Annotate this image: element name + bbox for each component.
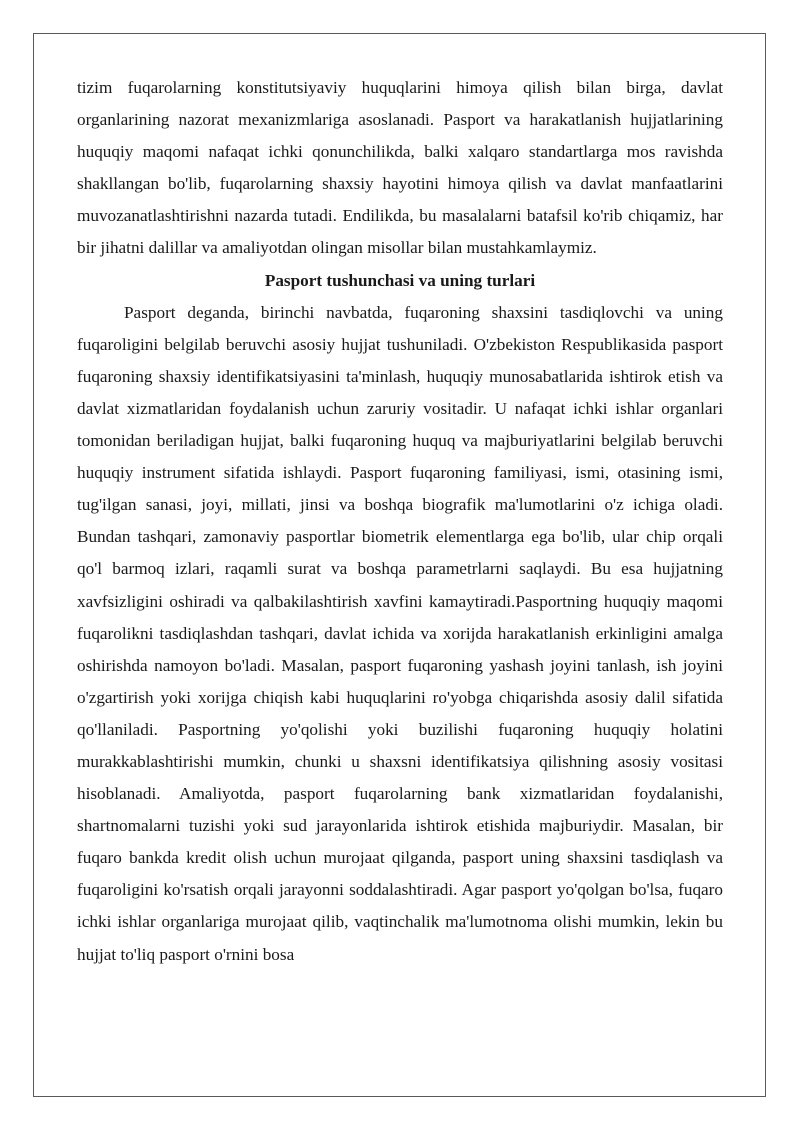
document-body bbox=[77, 72, 723, 971]
section-heading: Pasport tushunchasi va uning turlari bbox=[264, 270, 536, 290]
body-paragraph: tizim fuqarolarning konstitutsiyaviy huquqlarini himoya qilish bilan birga, davlat organlarining nazorat mexanizmlariga asoslanadi. Pasport va harakatlanish hujjatlarining huquqiy maqomi nafaqat ichki qonunchilikda, balki xalqaro standartlarga mos ravishda shakllangan bo'lib, fuqarolarning shaxsiy hayotini himoya qilish va davlat manfaatlarini muvozanatlashtirishni nazarda tutadi. Endilikda, bu masalalarni batafsil ko'rib chiqamiz, har bir jihatni dalillar va amaliyotdan olingan misollar bilan mustahkamlaymiz. bbox=[77, 78, 723, 258]
body-paragraph: Pasport deganda, birinchi navbatda, fuqaroning shaxsini tasdiqlovchi va uning fuqaroligini belgilab beruvchi asosiy hujjat tushuniladi. O'zbekiston Respublikasida pasport fuqaroning shaxsiy identifikatsiyasini ta'minlash, huquqiy munosabatlarida ishtirok etish va davlat xizmatlaridan foydalanish uchun zaruriy vositadir. U nafaqat ichki ishlar organlari tomonidan beriladigan hujjat, balki fuqaroning huquq va majburiyatlarini belgilab beruvchi huquqiy instrument sifatida ishlaydi. Pasport fuqaroning familiyasi, ismi, otasining ismi, tug'ilgan sanasi, joyi, millati, jinsi va boshqa biografik ma'lumotlarini o'z ichiga oladi. Bundan tashqari, zamonaviy pasportlar biometrik elementlarga ega bo'lib, ular chip orqali qo'l barmoq izlari, raqamli surat va boshqa parametrlarni saqlaydi. Bu esa hujjatning xavfsizligini oshiradi va qalbakilashtirish xavfini kamaytiradi.Pasportning huquqiy maqomi fuqarolikni tasdiqlashdan tashqari, davlat ichida va xorijda harakatlanish erkinligini amalga oshirishda namoyon bo'ladi. Masalan, pasport fuqaroning yashash joyini tanlash, ish joyini o'zgartirish yoki xorijga chiqish kabi huquqlarini ro'yobga chiqarishda asosiy dalil sifatida qo'llaniladi. Pasportning yo'qolishi yoki buzilishi fuqaroning huquqiy holatini murakkablashtirishi mumkin, chunki u shaxsni identifikatsiya qilishning asosiy vositasi hisoblanadi. Amaliyotda, pasport fuqarolarning bank xizmatlaridan foydalanishi, shartnomalarni tuzishi yoki sud jarayonlarida ishtirok etishida majburiydir. Masalan, bir fuqaro bankda kredit olish uchun murojaat qilganda, pasport uning shaxsini tasdiqlash va fuqaroligini ko'rsatish orqali jarayonni soddalashtiradi. Agar pasport yo'qolgan bo'lsa, fuqaro ichki ishlar organlariga murojaat qilib, vaqtinchalik ma'lumotnoma olishi mumkin, lekin bu hujjat to'liq pasport o'rnini bosa bbox=[77, 302, 723, 964]
